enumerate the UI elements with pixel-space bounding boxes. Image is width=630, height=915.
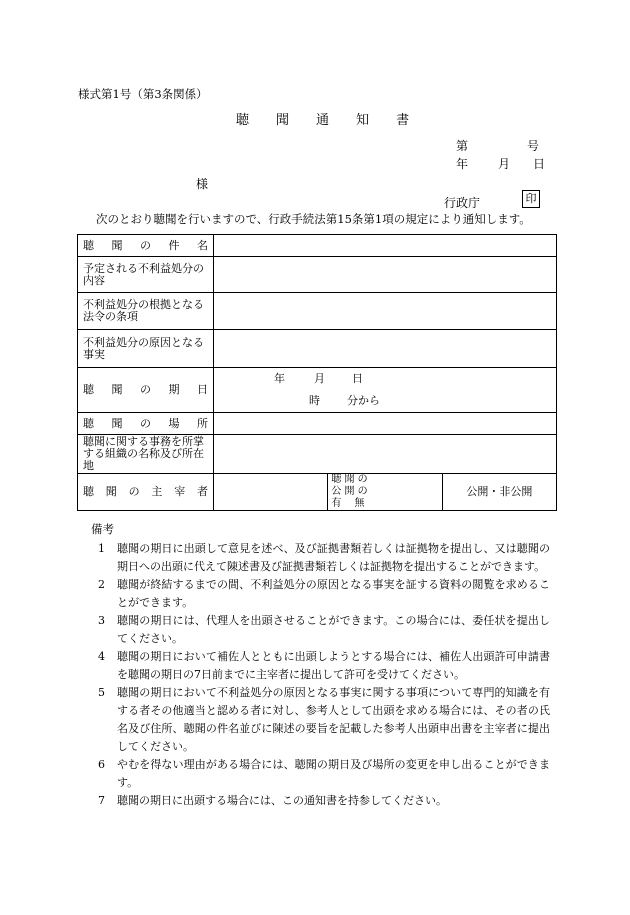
table-row — [78, 474, 557, 511]
note-number: 2 — [98, 578, 105, 591]
date-day: 日 — [533, 157, 546, 171]
title-char: 知 — [356, 113, 370, 128]
title-char: 聴 — [236, 113, 250, 128]
note-item — [98, 684, 550, 756]
table-row — [78, 368, 557, 413]
note-text: やむを得ない理由がある場合には、聴聞の期日及び場所の変更を申し出ることができます。 — [117, 758, 550, 789]
basis-field — [214, 293, 557, 330]
date-year: 年 — [274, 372, 285, 385]
document-title — [236, 109, 409, 128]
table-row — [78, 413, 557, 435]
issuing-agency: 行政庁 — [444, 196, 481, 210]
presider-field — [214, 474, 328, 511]
cause-label: 不利益処分の原因となる事実 — [78, 330, 214, 368]
case-name-label: 聴 聞 の 件 名 — [78, 235, 214, 257]
note-item — [98, 792, 550, 810]
title-char: 通 — [316, 113, 330, 128]
table-row — [78, 435, 557, 474]
note-item — [98, 540, 550, 576]
note-text: 聴聞の期日に出頭する場合には、この通知書を持参してください。 — [117, 794, 447, 807]
public-hearing-label — [328, 474, 442, 511]
table-row — [78, 235, 557, 257]
title-char: 聞 — [276, 113, 290, 128]
presider-label: 聴 聞 の 主 宰 者 — [78, 474, 214, 511]
date-template — [219, 368, 551, 390]
office-field — [214, 435, 557, 474]
date-day: 日 — [352, 372, 363, 385]
notes-title: 備考 — [91, 522, 114, 536]
hearing-date-field — [214, 368, 557, 413]
public-label-line: 公 開 の — [331, 486, 368, 497]
note-item — [98, 576, 550, 612]
note-item — [98, 756, 550, 792]
disposition-label: 予定される不利益処分の内容 — [78, 257, 214, 293]
table-row — [78, 293, 557, 330]
note-number: 7 — [98, 794, 105, 807]
date-month: 月 — [498, 157, 511, 171]
note-text: 聴聞が終結するまでの間、不利益処分の原因となる事実を証する資料の閲覧を求めることができます。 — [117, 578, 550, 609]
addressee: 様 — [196, 177, 209, 191]
time-hour: 時 — [309, 394, 320, 407]
public-hearing-value: 公開・非公開 — [442, 474, 556, 511]
case-name-field — [214, 235, 557, 257]
place-label: 聴 聞 の 場 所 — [78, 413, 214, 435]
seal-mark: 印 — [522, 190, 540, 208]
public-label-line: 有 無 — [331, 498, 365, 509]
note-text: 聴聞の期日には、代理人を出頭させることができます。この場合には、委任状を提出してください。 — [117, 614, 550, 645]
title-char: 書 — [396, 113, 410, 128]
table-row — [78, 330, 557, 368]
note-number: 6 — [98, 758, 105, 771]
document-number-label: 第 — [456, 139, 469, 153]
time-template — [219, 390, 551, 412]
intro-text: 次のとおり聴聞を行いますので、行政手続法第15条第1項の規定により通知します。 — [96, 212, 531, 226]
date-month: 月 — [314, 372, 325, 385]
note-item — [98, 648, 550, 684]
basis-label: 不利益処分の根拠となる法令の条項 — [78, 293, 214, 330]
place-field — [214, 413, 557, 435]
note-number: 3 — [98, 614, 105, 627]
form-number: 様式第1号（第3条関係） — [78, 87, 208, 101]
document-number-suffix: 号 — [527, 139, 540, 153]
hearing-date-label: 聴 聞 の 期 日 — [78, 368, 214, 413]
hearing-notice-table — [77, 234, 557, 511]
note-number: 5 — [98, 686, 105, 699]
note-number: 1 — [98, 542, 105, 555]
note-item — [98, 612, 550, 648]
note-number: 4 — [98, 650, 105, 663]
disposition-field — [214, 257, 557, 293]
note-text: 聴聞の期日に出頭して意見を述べ、及び証拠書類若しくは証拠物を提出し、又は聴聞の期日への出頭に代えて陳述書及び証拠書類若しくは証拠物を提出することができます。 — [117, 542, 550, 573]
time-from: 分から — [347, 394, 380, 407]
date-year: 年 — [456, 157, 469, 171]
note-text: 聴聞の期日において補佐人とともに出頭しようとする場合には、補佐人出頭許可申請書を聴聞の期日の7日前までに主宰者に提出して許可を受けてください。 — [117, 650, 550, 681]
cause-field — [214, 330, 557, 368]
issue-date — [456, 155, 545, 172]
note-text: 聴聞の期日において不利益処分の原因となる事実に関する事項について専門的知識を有する者その他適当と認める者に対し、参考人として出頭を求める場合には、その者の氏名及び住所、聴聞の件名並びに陳述の要旨を記載した参考人出頭申出書を主宰者に提出してください。 — [117, 686, 550, 753]
table-row — [78, 257, 557, 293]
public-label-line: 聴 聞 の — [331, 474, 368, 485]
notes-list — [98, 540, 550, 810]
office-label: 聴聞に関する事務を所掌する組織の名称及び所在地 — [78, 435, 214, 474]
